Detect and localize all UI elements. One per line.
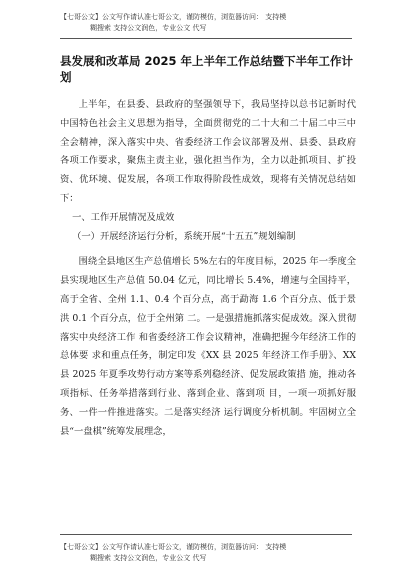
body-paragraph: 围绕全县地区生产总值增长 5%左右的年度目标，2025 年一季度全县实现地区生产总值 50.04 亿元，同比增长 5.4%，增速与全国持平，高于全省、全州 1.1、0.4 个百分点，高于勐海 1.6 个百分点、低于景洪 0.1 个百分点，位于全州第 二。一是强措施抓落实促成效。深入贯彻落实中央经济工作 和省委经济工作会议精神，准确把握今年经济工作的总体要 求和重点任务，制定印发《XX 县 2025 年经济工作手册》、XX 县 2025 年夏季攻势行动方案等系列稳经济、促发展政策措 施，推动各项指标、任务举措落到行业、落到企业、落到项 目，一项一项抓好服务、一件一件推进落实。二是落实经济 运行调度分析机制。牢固树立全县“一盘棋”统筹发展理念， (60, 256, 356, 437)
header-banner (60, 12, 390, 34)
intro-paragraph: 上半年，在县委、县政府的坚强领导下，我局坚持以总书记新时代中国特色社会主义思想为指导，全面贯彻党的二十大和二十届二中三中全会精神，深入落实中央、省委经济工作会议部署及州、县委、县政府各项工作要求，聚焦主责主业，强化担当作为，全力以赴抓项目、扩投资、优环境、促发展，各项工作取得阶段性成效，现将有关情况总结如下： (60, 99, 356, 204)
header-rule (60, 38, 352, 39)
footer-banner (60, 542, 390, 564)
header-line-2: 糊搜索 支持公文润色，专业公文 代写 (90, 24, 207, 32)
footer-rule (60, 534, 352, 535)
section-heading: 一、工作开展情况及成效 (72, 211, 175, 223)
footer-line-2: 糊搜索 支持公文润色，专业公文 代写 (90, 554, 207, 562)
header-line-1: 【七哥公文】公文写作请认准七哥公文，谨防模仿，浏览器访问： 支持模 (60, 13, 287, 21)
footer-line-1: 【七哥公文】公文写作请认准七哥公文，谨防模仿，浏览器访问： 支持模 (60, 543, 287, 551)
document-body (60, 96, 356, 441)
subsection-heading: （一）开展经济运行分析，系统开展“十五五”规划编制 (72, 230, 296, 242)
document-title: 县发展和改革局 2025 年上半年工作总结暨下半年工作计划 (60, 54, 354, 84)
